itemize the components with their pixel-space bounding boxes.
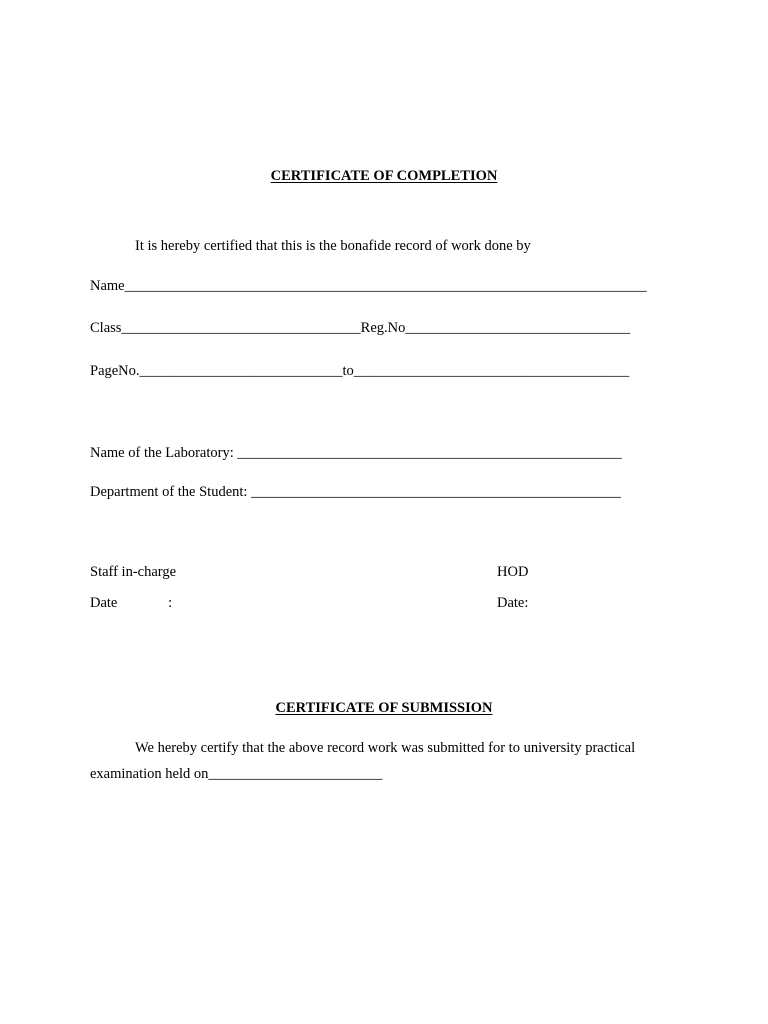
page-range-field-line: PageNo.____________________________to______________________________________: [90, 363, 630, 379]
staff-incharge-label: Staff in-charge: [90, 564, 177, 580]
submission-body-line2: examination held on________________________: [90, 766, 383, 782]
hod-label: HOD: [497, 564, 529, 580]
class-regno-field-line: Class_________________________________Reg.No_______________________________: [90, 320, 631, 336]
submission-body-line1: We hereby certify that the above record work was submitted for to university practical: [135, 740, 636, 756]
laboratory-field-line: Name of the Laboratory: _____________________________________________________: [90, 445, 622, 461]
submission-title: CERTIFICATE OF SUBMISSION: [275, 700, 493, 716]
completion-intro: It is hereby certified that this is the bonafide record of work done by: [135, 238, 531, 254]
staff-date-label: Date :: [90, 595, 173, 611]
hod-date-label: Date:: [497, 595, 529, 611]
name-field-line: Name________________________________________________________________________: [90, 278, 647, 294]
department-field-line: Department of the Student: ___________________________________________________: [90, 484, 621, 500]
completion-title: CERTIFICATE OF COMPLETION: [270, 168, 498, 184]
